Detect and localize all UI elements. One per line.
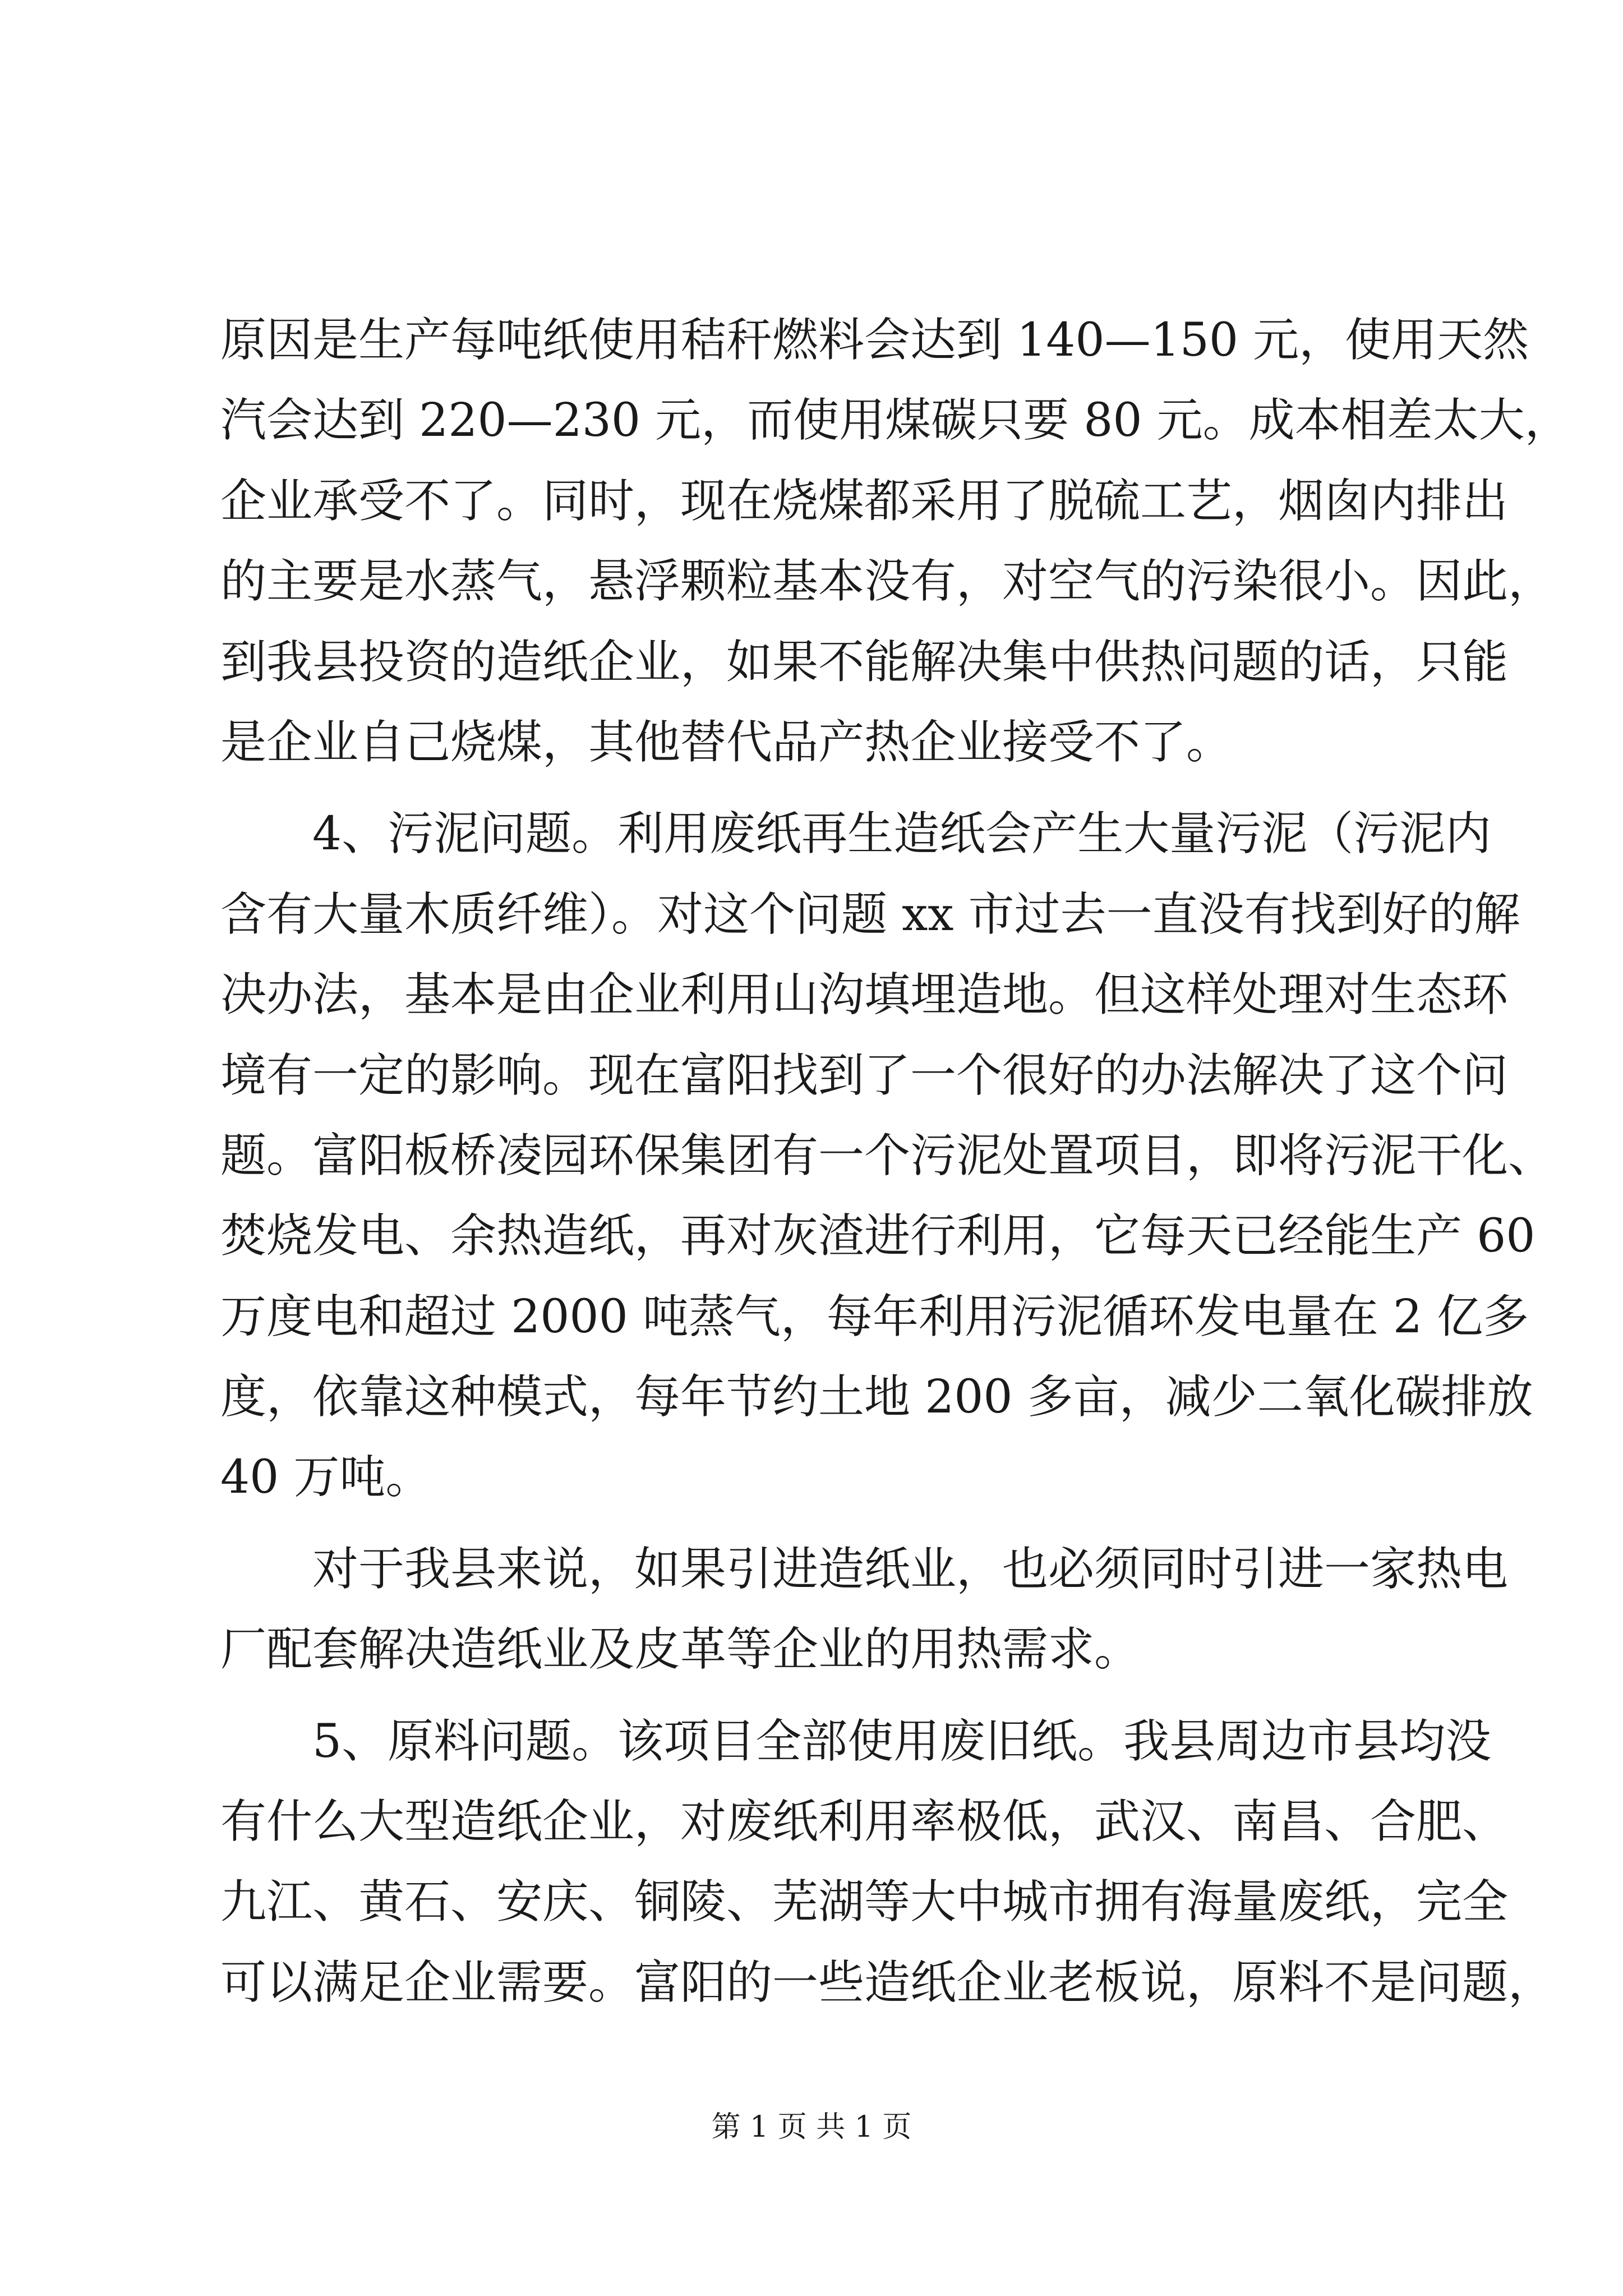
text-line: 焚烧发电、余热造纸，再对灰渣进行利用，它每天已经能生产 60 <box>220 1209 1536 1263</box>
page-number-footer: 第 1 页 共 1 页 <box>711 2110 912 2144</box>
document-body <box>220 300 1571 2023</box>
text-line: 决办法，基本是由企业利用山沟填埋造地。但这样处理对生态环 <box>220 968 1509 1022</box>
text-line: 的主要是水蒸气，悬浮颗粒基本没有，对空气的污染很小。因此， <box>220 555 1555 609</box>
text-line: 含有大量木质纤维）。对这个问题 xx 市过去一直没有找到好的解 <box>220 887 1520 941</box>
text-line: 原因是生产每吨纸使用秸秆燃料会达到 140—150 元，使用天然 <box>220 314 1529 367</box>
text-line: 万度电和超过 2000 吨蒸气，每年利用污泥循环发电量在 2 亿多 <box>220 1290 1529 1343</box>
text-line: 题。富阳板桥凌园环保集团有一个污泥处置项目，即将污泥干化、 <box>220 1129 1555 1182</box>
text-line: 境有一定的影响。现在富阳找到了一个很好的办法解决了这个问 <box>220 1048 1509 1102</box>
text-line: 有什么大型造纸企业，对废纸利用率极低，武汉、南昌、合肥、 <box>220 1795 1509 1849</box>
text-line: 对于我县来说，如果引进造纸业，也必须同时引进一家热电 <box>220 1542 1509 1596</box>
text-line: 企业承受不了。同时，现在烧煤都采用了脱硫工艺，烟囱内排出 <box>220 474 1509 528</box>
text-line: 40 万吨。 <box>220 1451 432 1504</box>
text-line: 是企业自己烧煤，其他替代品产热企业接受不了。 <box>220 715 1233 769</box>
text-line: 厂配套解决造纸业及皮革等企业的用热需求。 <box>220 1623 1141 1677</box>
text-line: 度，依靠这种模式，每年节约土地 200 多亩，减少二氧化碳排放 <box>220 1370 1533 1424</box>
text-line: 可以满足企业需要。富阳的一些造纸企业老板说，原料不是问题， <box>220 1955 1555 2009</box>
text-line: 到我县投资的造纸企业，如果不能解决集中供热问题的话，只能 <box>220 635 1509 689</box>
text-line: 4、污泥问题。利用废纸再生造纸会产生大量污泥（污泥内 <box>220 807 1492 861</box>
text-line: 5、原料问题。该项目全部使用废旧纸。我县周边市县均没 <box>220 1714 1492 1768</box>
text-line: 汽会达到 220—230 元，而使用煤碳只要 80 元。成本相差太大， <box>220 394 1571 448</box>
text-line: 九江、黄石、安庆、铜陵、芜湖等大中城市拥有海量废纸，完全 <box>220 1875 1509 1929</box>
